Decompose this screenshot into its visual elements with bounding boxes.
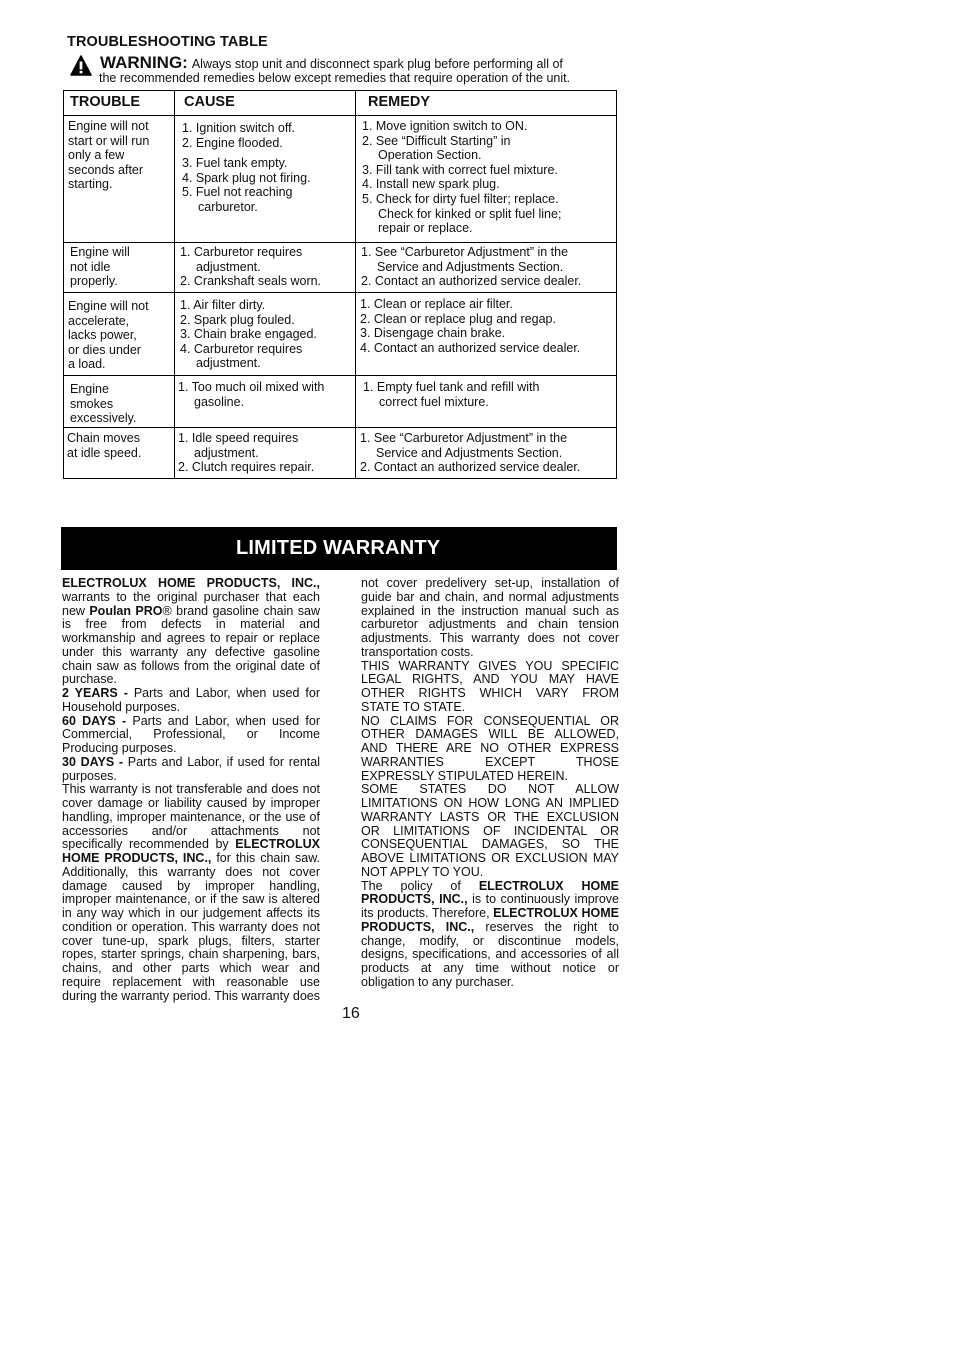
cell-line: or dies under <box>68 342 141 357</box>
brand-name: Poulan PRO <box>89 603 163 618</box>
header-trouble: TROUBLE <box>70 94 141 110</box>
cell-line: 2. See “Difficult Starting” in <box>362 133 511 148</box>
cell-line: 1. See “Carburetor Adjustment” in the <box>360 431 568 445</box>
cell-line: 3. Disengage chain brake. <box>360 326 506 341</box>
header-cause: CAUSE <box>184 94 235 110</box>
cell-line: Engine will <box>70 245 130 259</box>
cell-line: Check for kinked or split fuel line; <box>378 206 562 221</box>
cell-line: properly. <box>70 274 118 289</box>
warranty-legal-rights: THIS WARRANTY GIVES YOU SPECIFIC LEGAL RIGHTS, AND YOU MAY HAVE OTHER RIGHTS WHICH VARY FROM STATE TO STATE. <box>361 658 619 714</box>
warranty-exclusions-continued: not cover predelivery set-up, installation of guide bar and chain, and normal adjustments explained in the instruction manual such as carburetor adjustments and chain tension adjustments. This warranty does not cover transportation costs. <box>361 576 619 659</box>
warranty-term-30-days: 30 DAYS - Parts and Labor, if used for rental purposes. <box>62 754 320 783</box>
cell-line: 5. Check for dirty fuel filter; replace. <box>362 191 559 206</box>
warning-text-line1 <box>100 53 563 73</box>
cause-cell <box>180 245 321 289</box>
cell-line: 5. Fuel not reaching <box>182 185 293 200</box>
cell-line: starting. <box>68 177 113 192</box>
cell-line: 2. Contact an authorized service dealer. <box>361 274 582 289</box>
cell-line: 1. Air filter dirty. <box>180 298 266 312</box>
company-name: ELECTROLUX HOME PRODUCTS, INC., <box>62 576 320 590</box>
cell-line: 4. Install new spark plug. <box>362 177 500 192</box>
cell-line: 1. Clean or replace air filter. <box>360 297 513 311</box>
troubleshooting-table <box>63 90 617 479</box>
cell-line: 2. Crankshaft seals worn. <box>180 274 322 289</box>
cell-line: smokes <box>70 396 114 411</box>
remedy-cell <box>360 431 580 475</box>
cell-line: 2. Clean or replace plug and regap. <box>360 311 556 326</box>
remedy-cell <box>362 119 561 236</box>
cell-line: correct fuel mixture. <box>379 394 489 409</box>
warranty-banner <box>61 527 617 570</box>
cell-line: Service and Adjustments Section. <box>376 445 563 460</box>
cell-line: 3. Chain brake engaged. <box>180 327 317 342</box>
cell-line: 2. Spark plug fouled. <box>180 312 295 327</box>
trouble-cell <box>68 299 149 372</box>
cell-line: repair or replace. <box>378 221 473 236</box>
cell-line: a load. <box>68 357 106 372</box>
cell-line: start or will run <box>68 133 150 148</box>
trouble-cell <box>67 431 141 460</box>
cell-line: adjustment. <box>194 445 259 460</box>
cell-line: seconds after <box>68 162 144 177</box>
warning-label: WARNING: <box>100 53 188 72</box>
warning-message: Always stop unit and disconnect spark plug before performing all of <box>191 57 563 71</box>
warranty-state-limitations: SOME STATES DO NOT ALLOW LIMITATIONS ON HOW LONG AN IMPLIED WARRANTY LASTS OR THE EXCLUSION OR LIMITATIONS OF INCIDENTAL OR CONSEQUENTIAL DAMAGES, SO THE ABOVE LIMITATIONS OR EXCLUSION MAY NOT APPLY TO YOU. <box>361 782 619 879</box>
cell-line: 1. Idle speed requires <box>178 431 299 445</box>
warranty-policy: The policy of ELECTROLUX HOME PRODUCTS, INC., is to continuously improve its products. Therefore, ELECTROLUX HOME PRODUCTS, INC., reserves the right to change, modify, or discontinue models, designs, specifications, and accessories of all products at any time without notice or obligation to any purchaser. <box>361 878 619 989</box>
cell-line: Operation Section. <box>378 148 482 163</box>
cell-line: Engine <box>70 382 109 396</box>
cell-line: Chain moves <box>67 431 140 445</box>
cell-line: 2. Clutch requires repair. <box>178 460 315 475</box>
warranty-column-right <box>361 577 619 990</box>
cell-line: lacks power, <box>68 328 137 343</box>
cause-cell <box>178 380 324 409</box>
cause-cell <box>180 298 317 371</box>
cause-cell <box>182 121 311 215</box>
page-number: 16 <box>342 1005 360 1022</box>
warranty-term-2-years: 2 YEARS - Parts and Labor, when used for Household purposes. <box>62 686 320 714</box>
cell-line: 4. Spark plug not firing. <box>182 170 311 185</box>
cell-line: 3. Fill tank with correct fuel mixture. <box>362 162 558 177</box>
cell-line: 1. See “Carburetor Adjustment” in the <box>361 245 569 259</box>
registered-mark: ® <box>162 603 172 618</box>
cell-line: 4. Carburetor requires <box>180 341 303 356</box>
cell-line: 1. Too much oil mixed with <box>178 380 325 394</box>
troubleshooting-title: TROUBLESHOOTING TABLE <box>67 34 268 50</box>
warranty-exclusions: This warranty is not transferable and does not cover damage or liability caused by improper handling, improper maintenance, or the use of accessories and/or attachments not specifically recommended by ELECTROLUX HOME PRODUCTS, INC., for this chain saw. Additionally, this warranty does not cover damage caused by improper handling, improper maintenance, or if the saw is altered in any way which in our judgement affects its condition or operation. This warranty does not cover tune-up, spark plugs, filters, starter ropes, starter springs, chain sharpening, bars, chains, and other parts which wear and require replacement with reasonable use during the warranty period. This warranty does <box>62 782 320 1003</box>
warranty-term-60-days: 60 DAYS - Parts and Labor, when used for Commercial, Professional, or Income Producing purposes. <box>62 713 320 755</box>
cell-line: 1. Empty fuel tank and refill with <box>363 380 540 394</box>
cell-line: only a few <box>68 148 125 163</box>
remedy-cell <box>363 380 539 409</box>
cause-cell <box>178 431 314 475</box>
cell-line: not idle <box>70 259 111 274</box>
trouble-cell <box>68 119 149 192</box>
cell-line: 1. Carburetor requires <box>180 245 303 259</box>
cell-line: 4. Contact an authorized service dealer. <box>360 340 581 355</box>
remedy-cell <box>360 297 580 355</box>
trouble-cell <box>70 382 136 426</box>
warning-triangle-icon <box>70 55 92 76</box>
warranty-intro: ELECTROLUX HOME PRODUCTS, INC., warrants to the original purchaser that each new Poulan PRO® brand gasoline chain saw is free from defects in material and workmanship and agrees to repair or replace under this warranty any defective gasoline chain saw as follows from the original date of purchase. <box>62 576 321 687</box>
cell-line: at idle speed. <box>67 445 142 460</box>
cell-line: excessively. <box>70 411 137 426</box>
cell-line: 2. Engine flooded. <box>182 135 283 150</box>
remedy-cell <box>361 245 581 289</box>
cell-line: carburetor. <box>198 199 258 214</box>
cell-line: Engine will not <box>68 299 149 313</box>
header-remedy: REMEDY <box>368 94 431 110</box>
cell-line: adjustment. <box>196 259 261 274</box>
cell-line: 2. Contact an authorized service dealer. <box>360 460 581 475</box>
cell-line: Service and Adjustments Section. <box>377 259 564 274</box>
trouble-cell <box>70 245 130 289</box>
cell-line: 1. Move ignition switch to ON. <box>362 119 528 133</box>
cell-line: 3. Fuel tank empty. <box>182 156 288 171</box>
cell-line: gasoline. <box>194 394 245 409</box>
cell-line: accelerate, <box>68 313 130 328</box>
warning-text-line2: the recommended remedies below except remedies that require operation of the unit. <box>99 71 571 85</box>
warranty-column-left <box>62 577 320 1003</box>
warranty-no-claims: NO CLAIMS FOR CONSEQUENTIAL OR OTHER DAMAGES WILL BE ALLOWED, AND THERE ARE NO OTHER EXPRESS WARRANTIES EXCEPT THOSE EXPRESSLY STIPULATED HEREIN. <box>361 713 619 783</box>
cell-line: 1. Ignition switch off. <box>182 121 296 135</box>
cell-line: Engine will not <box>68 119 149 133</box>
warranty-title: LIMITED WARRANTY <box>236 537 441 559</box>
cell-line: adjustment. <box>196 356 261 371</box>
